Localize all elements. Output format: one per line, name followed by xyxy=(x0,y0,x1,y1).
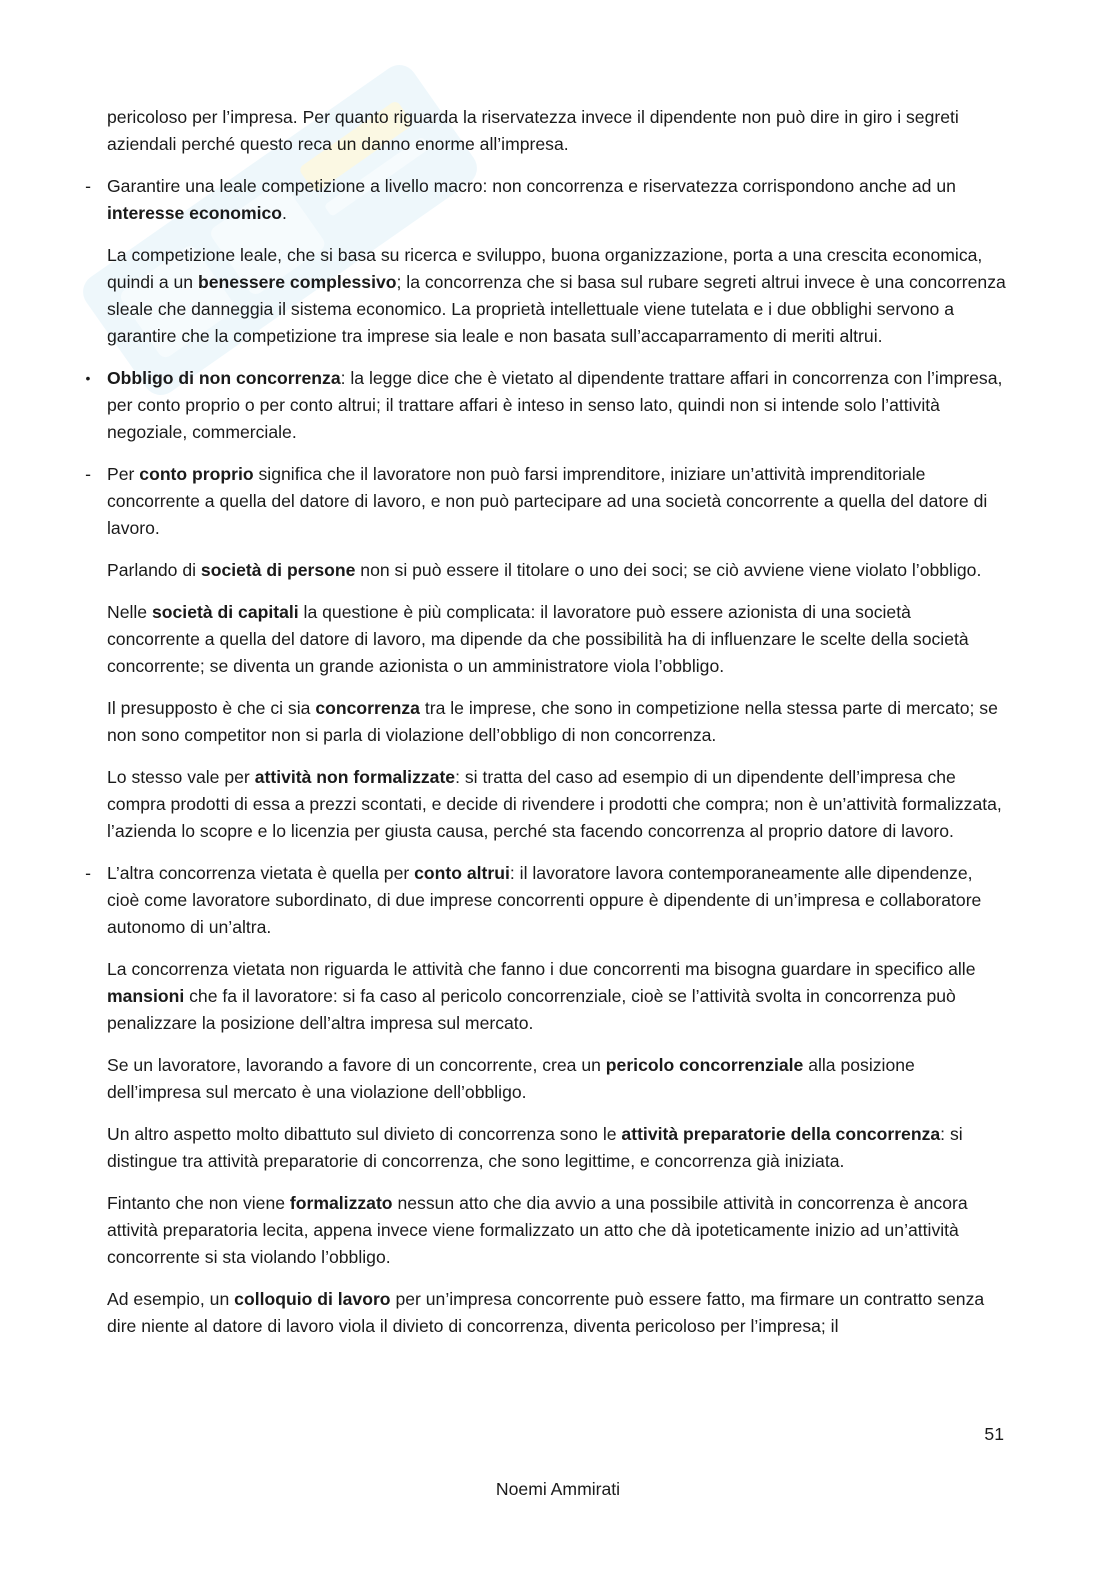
page-number: 51 xyxy=(984,1424,1004,1444)
bold-term: mansioni xyxy=(107,986,185,1006)
paragraph xyxy=(107,1190,1007,1271)
text-run: L’altra concorrenza vietata è quella per xyxy=(107,863,415,883)
text-run: Nelle xyxy=(107,602,152,622)
text-run: : la legge dice che è vietato al dipendente trattare affari in concorrenza con l’impresa, per conto proprio o per conto altrui; il trattare affari è inteso in senso lato, quindi non si intende solo l’attività negoziale, commerciale. xyxy=(107,368,1003,442)
bold-term: conto altrui xyxy=(414,863,510,883)
text-run: Il presupposto è che ci sia xyxy=(107,698,316,718)
text-run: Un altro aspetto molto dibattuto sul divieto di concorrenza sono le xyxy=(107,1124,622,1144)
paragraph xyxy=(107,1052,1007,1106)
footer-author: Noemi Ammirati xyxy=(495,1479,621,1499)
text-run: non si può essere il titolare o uno dei soci; se ciò avviene viene violato l’obbligo. xyxy=(355,560,982,580)
document-body xyxy=(85,104,1007,1355)
bold-term: conto proprio xyxy=(139,464,254,484)
text-run: Fintanto che non viene xyxy=(107,1193,290,1213)
text-run: Garantire una leale competizione a livello macro: non concorrenza e riservatezza corrispondono anche ad un xyxy=(107,176,956,196)
text-run: Se un lavoratore, lavorando a favore di un concorrente, crea un xyxy=(107,1055,606,1075)
bold-term: società di capitali xyxy=(151,602,299,622)
text-run: alla posizione dell’impresa sul mercato è una violazione dell’obbligo. xyxy=(107,1055,915,1102)
text-run: Lo stesso vale per xyxy=(107,767,255,787)
text-run: Ad esempio, un xyxy=(107,1289,235,1309)
text-run: : si tratta del caso ad esempio di un dipendente dell’impresa che compra prodotti di essa a prezzi scontati, e decide di rivendere i prodotti che compra; non è un’attività formalizzata, l’azienda lo scopre e lo licenzia per giusta causa, perché sta facendo concorrenza al proprio datore di lavoro. xyxy=(107,767,1002,841)
bullet-marker: • xyxy=(85,370,91,386)
text-run: che fa il lavoratore: si fa caso al pericolo concorrenziale, cioè se l’attività svolta in concorrenza può penalizzare la posizione dell’altra impresa sul mercato. xyxy=(107,986,956,1033)
paragraph xyxy=(107,956,1007,1037)
bold-term: interesse economico xyxy=(107,203,283,223)
dash-item xyxy=(85,173,1007,227)
paragraph xyxy=(107,104,1007,158)
paragraph xyxy=(107,242,1007,350)
text-run: nessun atto che dia avvio a una possibile attività in concorrenza è ancora attività preparatoria lecita, appena invece viene formalizzato un atto che dà ipoteticamente inizio ad un’attività concorrente si sta violando l’obbligo. xyxy=(107,1193,968,1267)
paragraph xyxy=(107,557,1007,584)
paragraph xyxy=(107,599,1007,680)
text-run: significa che il lavoratore non può farsi imprenditore, iniziare un’attività imprenditoriale concorrente a quella del datore di lavoro, e non può partecipare ad una società concorrente a quella del datore di lavoro. xyxy=(107,464,988,538)
text-run: la questione è più complicata: il lavoratore può essere azionista di una società concorrente a quella del datore di lavoro, ma dipende da che possibilità ha di influenzare le scelte della società concorrente; se diventa un grande azionista o un amministratore viola l’obbligo. xyxy=(107,602,969,676)
paragraph xyxy=(107,1121,1007,1175)
bold-term: colloquio di lavoro xyxy=(234,1289,391,1309)
bold-term: benessere complessivo xyxy=(197,272,397,292)
text-run: La competizione leale, che si basa su ricerca e sviluppo, buona organizzazione, porta a una crescita economica, quindi a un xyxy=(107,245,983,292)
bold-term: Obbligo di non concorrenza xyxy=(107,368,341,388)
text-run: per un’impresa concorrente può essere fatto, ma firmare un contratto senza dire niente al datore di lavoro viola il divieto di concorrenza, diventa pericoloso per l’impresa; il xyxy=(107,1289,985,1336)
paragraph xyxy=(107,1286,1007,1340)
bold-term: attività non formalizzate xyxy=(254,767,456,787)
text-run: Parlando di xyxy=(107,560,201,580)
text-run: Per xyxy=(107,464,140,484)
bold-term: concorrenza xyxy=(315,698,420,718)
paragraph xyxy=(107,695,1007,749)
bold-term: pericolo concorrenziale xyxy=(605,1055,804,1075)
text-run: tra le imprese, che sono in competizione nella stessa parte di mercato; se non sono competitor non si parla di violazione dell’obbligo di non concorrenza. xyxy=(107,698,998,745)
dash-marker: - xyxy=(85,176,91,196)
text-run: : il lavoratore lavora contemporaneamente alle dipendenze, cioè come lavoratore subordinato, di due imprese concorrenti oppure è dipendente di un’impresa e collaboratore autonomo di un’altra. xyxy=(107,863,982,937)
bold-term: società di persone xyxy=(200,560,356,580)
bold-term: formalizzato xyxy=(289,1193,393,1213)
bold-term: attività preparatorie della concorrenza xyxy=(621,1124,941,1144)
paragraph xyxy=(107,764,1007,845)
dash-item xyxy=(85,860,1007,941)
text-run: ; la concorrenza che si basa sul rubare segreti altrui invece è una concorrenza sleale che danneggia il sistema economico. La proprietà intellettuale viene tutelata e i due obblighi servono a garantire che la competizione tra imprese sia leale e non basata sull’accaparramento di meriti altrui. xyxy=(107,272,1006,346)
text-run: . xyxy=(282,203,287,223)
text-run: pericoloso per l’impresa. Per quanto riguarda la riservatezza invece il dipendente non può dire in giro i segreti aziendali perché questo reca un danno enorme all’impresa. xyxy=(107,107,959,154)
dash-item xyxy=(85,461,1007,542)
text-run: La concorrenza vietata non riguarda le attività che fanno i due concorrenti ma bisogna guardare in specifico alle xyxy=(107,959,976,979)
bullet-item xyxy=(85,365,1007,446)
dash-marker: - xyxy=(85,863,91,883)
dash-marker: - xyxy=(85,464,91,484)
text-run: : si distingue tra attività preparatorie di concorrenza, che sono legittime, e concorrenza già iniziata. xyxy=(107,1124,963,1171)
